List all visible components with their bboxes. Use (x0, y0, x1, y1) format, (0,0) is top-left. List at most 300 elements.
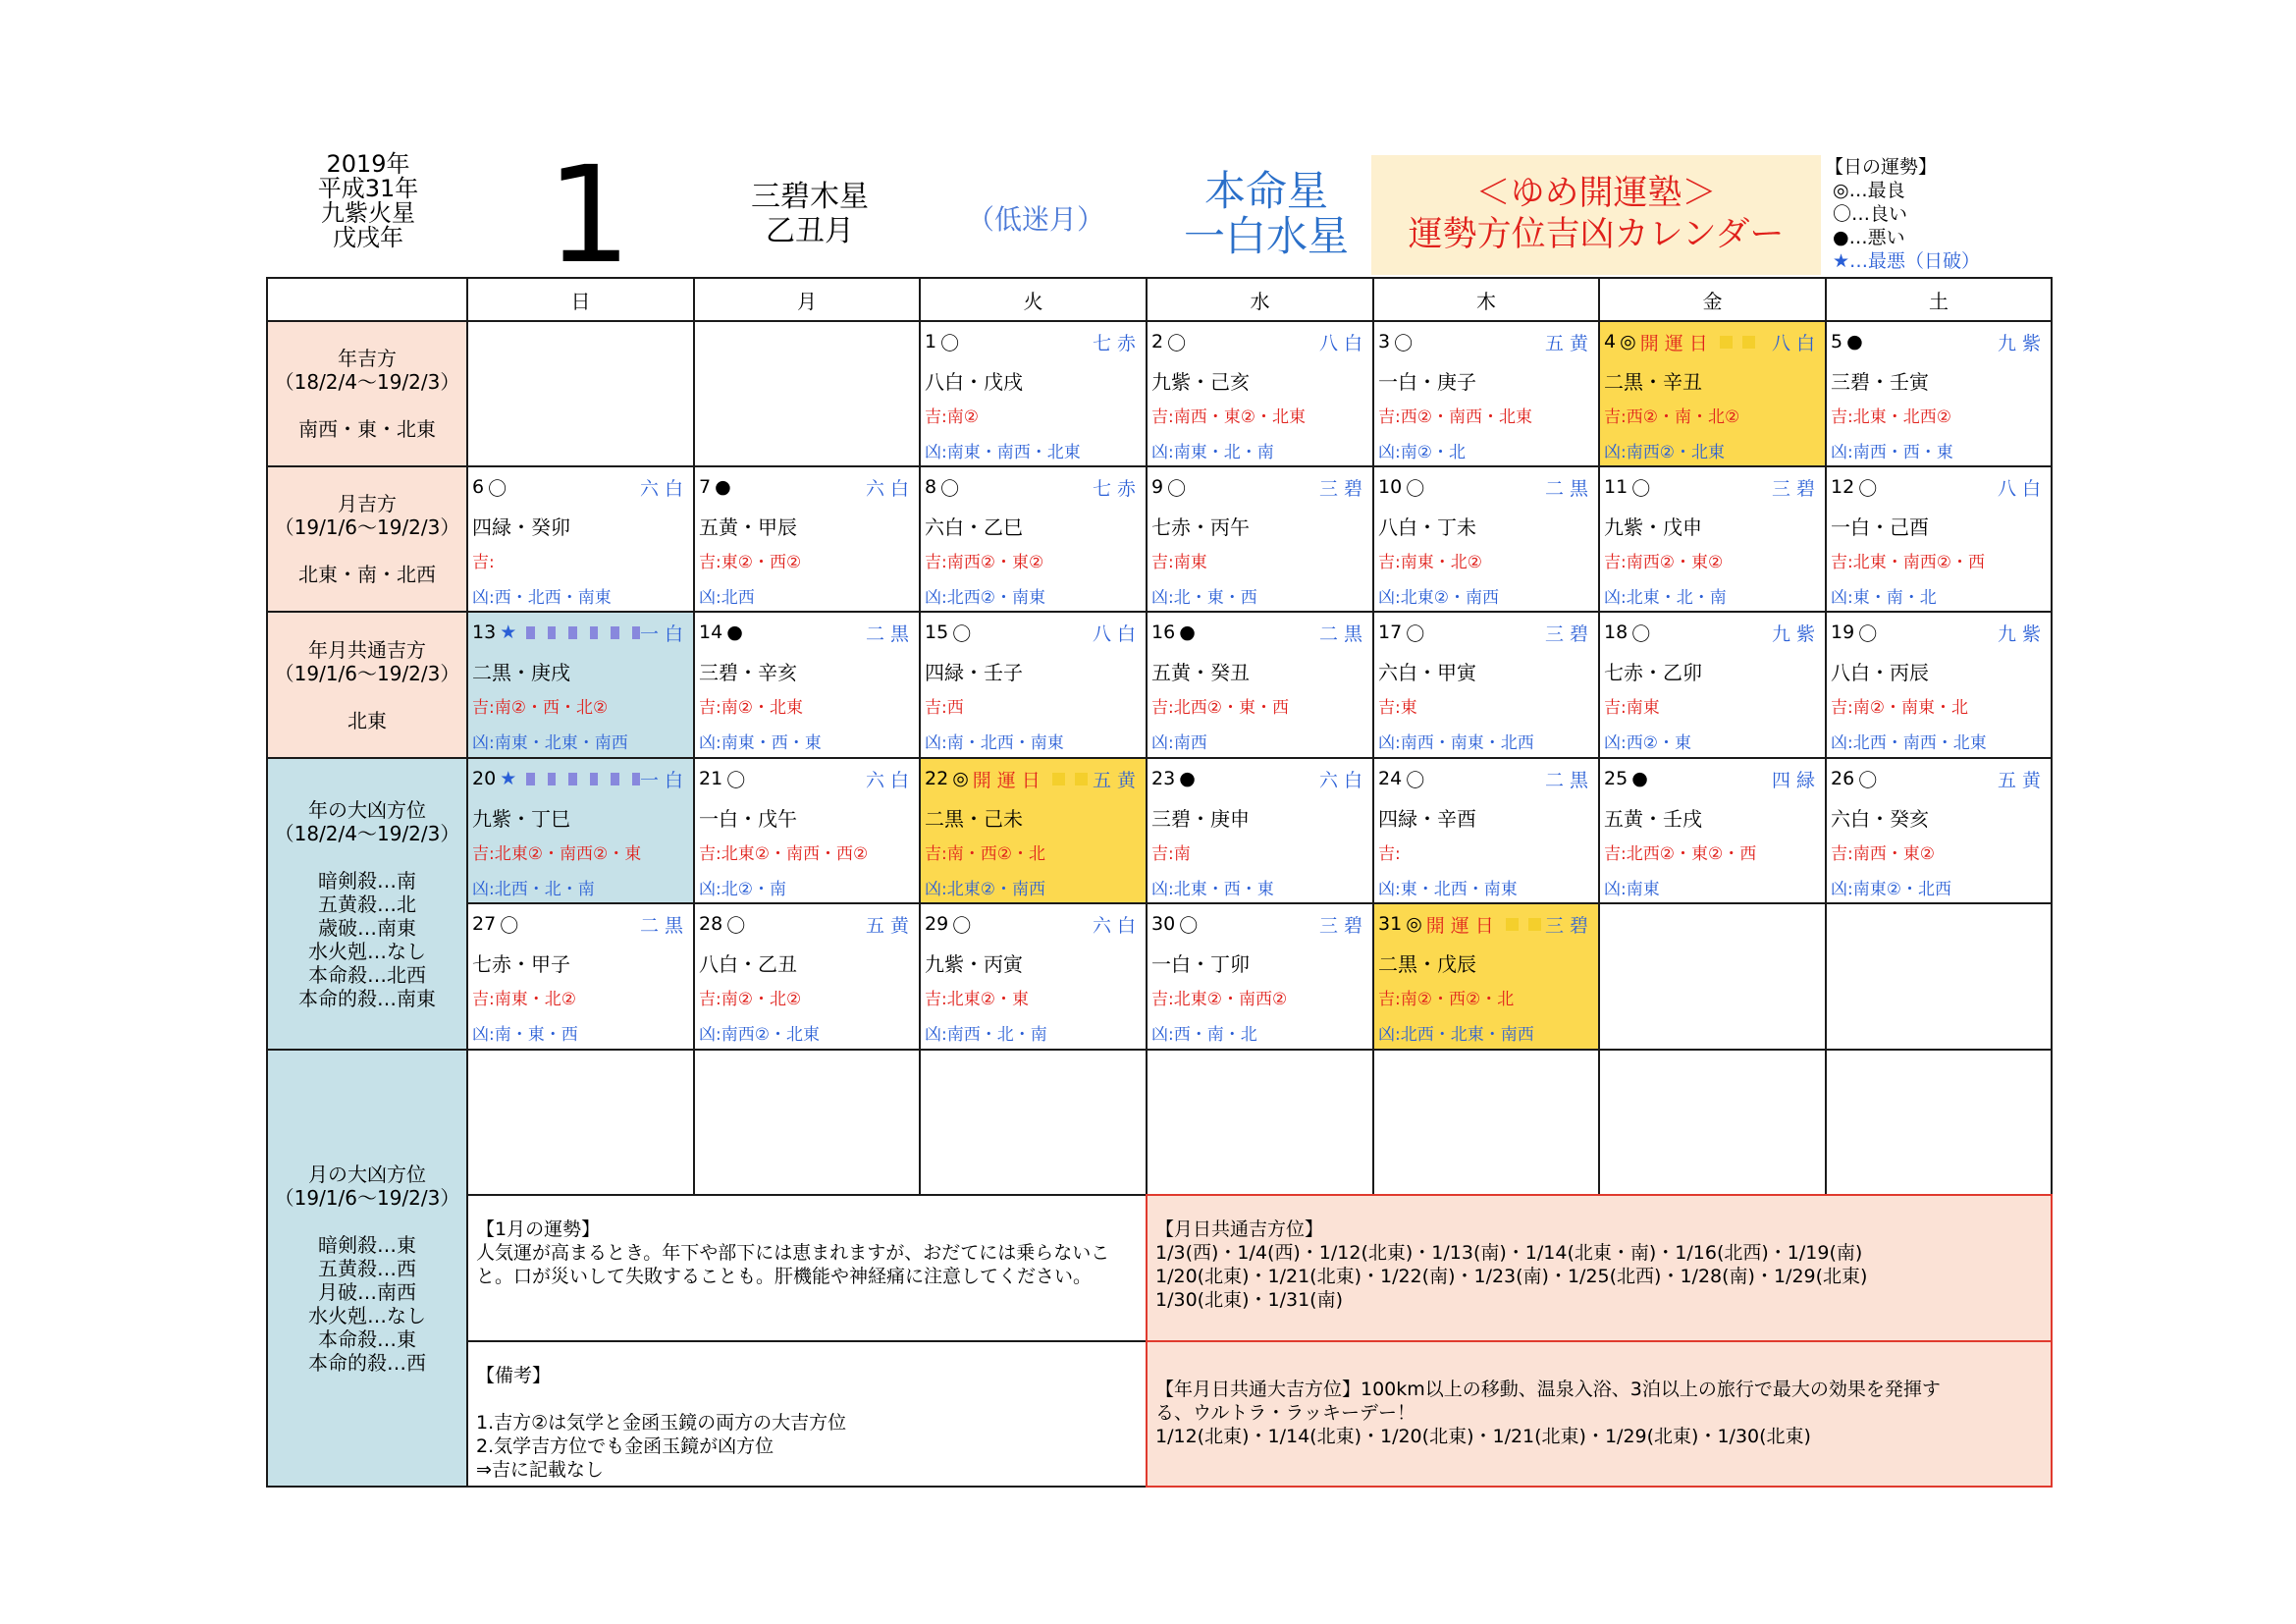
worst-day-square (611, 773, 618, 785)
day-header (1151, 911, 1368, 937)
fortune-mark: 〇 (1167, 332, 1187, 354)
day-cell (1598, 320, 1827, 467)
day-number: 18 (1604, 622, 1629, 643)
unlucky-directions: 凶:西・南・北 (1151, 1025, 1257, 1045)
day-number: 7 (699, 476, 712, 498)
legend-worst: ★…最悪（日破） (1833, 250, 1981, 272)
worst-day-square (590, 773, 598, 785)
unlucky-directions: 凶:南②・北 (1378, 443, 1466, 462)
day-number: 9 (1151, 476, 1164, 498)
day-star: 五黄 (865, 914, 915, 937)
unlucky-directions: 凶:北東・北・南 (1604, 588, 1727, 608)
unlucky-directions: 凶:南東・西・東 (699, 733, 822, 753)
side-label-line: 月の大凶方位 (308, 1162, 426, 1186)
day-star: 八白 (1997, 477, 2047, 500)
month-type: （低迷月） (966, 203, 1104, 236)
highlight-square (1528, 918, 1541, 931)
day-eto: 七赤・乙卯 (1604, 661, 1702, 684)
empty-day-cell (693, 1049, 921, 1196)
month-number: 1 (546, 138, 632, 294)
weekday-header: 火 (919, 277, 1148, 322)
day-star: 三碧 (1544, 914, 1594, 937)
ultra-lucky-line: 【年月日共通大吉方位】100km以上の移動、温泉入浴、3泊以上の旅行で最大の効果を発揮す (1155, 1379, 1941, 1400)
day-eto: 八白・丁未 (1378, 515, 1476, 539)
highlight-square (1506, 918, 1519, 931)
fortune-mark: 〇 (1406, 769, 1425, 791)
day-eto: 八白・丙辰 (1831, 661, 1929, 684)
unlucky-directions: 凶:西②・東 (1604, 733, 1691, 753)
day-header (1378, 474, 1594, 500)
fortune-mark: ◎ (1620, 331, 1636, 352)
day-number: 31 (1378, 913, 1403, 935)
day-header (699, 474, 915, 500)
fortune-mark: ★ (500, 622, 517, 643)
day-header (1604, 766, 1821, 791)
lucky-directions: 吉: (472, 553, 495, 572)
lucky-directions: 吉:南・西②・北 (925, 844, 1045, 864)
day-eto: 一白・己酉 (1831, 515, 1929, 539)
side-label-line (268, 394, 466, 417)
day-number: 22 (925, 768, 949, 789)
day-cell (693, 757, 921, 904)
honmei-value: 一白水星 (1183, 212, 1349, 260)
day-header (1831, 620, 2047, 645)
era-line: 平成31年 (317, 175, 419, 202)
day-header (925, 766, 1142, 791)
unlucky-directions: 凶:西・北西・南東 (472, 588, 612, 608)
day-star: 二黒 (1544, 477, 1594, 500)
worst-day-square (548, 626, 556, 639)
day-number: 25 (1604, 768, 1629, 789)
worst-day-square (568, 626, 576, 639)
day-star: 六白 (1318, 769, 1368, 791)
side-label-line: （18/2/4～19/2/3） (274, 821, 460, 845)
day-star: 六白 (865, 769, 915, 791)
day-cell (919, 757, 1148, 904)
day-number: 14 (699, 622, 723, 643)
empty-day-cell (693, 320, 921, 467)
ultra-lucky-line: る、ウルトラ・ラッキーデー！ (1155, 1402, 1416, 1424)
day-star: 三碧 (1318, 914, 1368, 937)
day-star: 七赤 (1092, 477, 1142, 500)
unlucky-directions: 凶:南・東・西 (472, 1025, 578, 1045)
fortune-mark: 〇 (1406, 477, 1425, 500)
side-label-line: 水火剋…なし (308, 939, 426, 963)
day-cell (919, 465, 1148, 613)
notes-line: ⇒吉に記載なし (476, 1459, 604, 1481)
day-cell (1372, 902, 1600, 1051)
fortune-mark: 〇 (500, 914, 519, 937)
fortune-mark: ● (726, 622, 743, 643)
day-number: 3 (1378, 331, 1391, 352)
lucky-directions: 吉:南 (1151, 844, 1191, 864)
side-label (266, 757, 468, 1051)
fortune-mark: 〇 (1631, 623, 1651, 645)
lucky-directions: 吉:北東②・東 (925, 990, 1029, 1009)
side-label-line: 年の大凶方位 (308, 797, 426, 822)
day-header (925, 620, 1142, 645)
day-eto: 一白・丁卯 (1151, 952, 1250, 976)
fortune-mark: 〇 (1406, 623, 1425, 645)
weekday-header: 水 (1146, 277, 1374, 322)
unlucky-directions: 凶:南西②・北東 (699, 1025, 820, 1045)
lucky-directions: 吉:南東・北② (1378, 553, 1482, 572)
day-eto: 一白・庚子 (1378, 370, 1476, 394)
side-label-line: （19/1/6～19/2/3） (274, 661, 460, 685)
fortune-mark: 〇 (952, 623, 972, 645)
common-lucky-line: 1/30(北東)・1/31(南) (1155, 1289, 1343, 1311)
day-number: 27 (472, 913, 497, 935)
ultra-lucky-line: 1/12(北東)・1/14(北東)・1/20(北東)・1/21(北東)・1/29(北東)・1/30(北東) (1155, 1426, 1811, 1447)
notes-box (466, 1340, 1148, 1488)
day-cell (1825, 465, 2053, 613)
side-label-line: （19/1/6～19/2/3） (274, 1185, 460, 1210)
empty-day-cell (1825, 1049, 2053, 1196)
unlucky-directions: 凶:北西②・南東 (925, 588, 1045, 608)
day-header (1831, 329, 2047, 354)
day-star: 三碧 (1771, 477, 1821, 500)
fortune-mark: 〇 (488, 477, 507, 500)
lucky-directions: 吉:西②・南・北② (1604, 407, 1740, 427)
day-star: 一白 (639, 623, 689, 645)
year-star-line: 九紫火星 (321, 199, 415, 227)
day-cell (466, 902, 695, 1051)
fortune-mark: 〇 (952, 914, 972, 937)
day-number: 2 (1151, 331, 1164, 352)
side-label-line: 本命殺…東 (318, 1326, 416, 1351)
empty-day-cell (1372, 1049, 1600, 1196)
day-header (1378, 329, 1594, 354)
unlucky-directions: 凶:南西・北・南 (925, 1025, 1047, 1045)
day-eto: 八白・戊戌 (925, 370, 1023, 394)
lucky-directions: 吉:南東 (1604, 698, 1660, 718)
worst-day-square (526, 773, 534, 785)
worst-day-square (548, 773, 556, 785)
day-number: 6 (472, 476, 485, 498)
day-header (1378, 911, 1594, 937)
lucky-directions: 吉:南東 (1151, 553, 1207, 572)
side-label (266, 465, 468, 613)
day-header (1151, 474, 1368, 500)
lucky-directions: 吉:南②・西②・北 (1378, 990, 1515, 1009)
unlucky-directions: 凶:北西・北東・南西 (1378, 1025, 1534, 1045)
day-eto: 九紫・戊申 (1604, 515, 1702, 539)
side-label-line: 五黄殺…西 (318, 1256, 416, 1280)
unlucky-directions: 凶:北東・西・東 (1151, 880, 1274, 899)
day-number: 29 (925, 913, 949, 935)
monthly-fortune-box (466, 1194, 1148, 1342)
notes-line: 2.気学吉方位でも金函玉鏡が凶方位 (476, 1435, 774, 1457)
lucky-directions: 吉:東 (1378, 698, 1417, 718)
day-star: 九紫 (1997, 623, 2047, 645)
day-star: 六白 (1092, 914, 1142, 937)
legend (1825, 155, 2009, 273)
day-cell (1598, 611, 1827, 759)
empty-day-cell (1146, 1049, 1374, 1196)
highlight-square (1720, 336, 1733, 349)
day-eto: 九紫・丙寅 (925, 952, 1023, 976)
day-eto: 五黄・甲辰 (699, 515, 797, 539)
unlucky-directions: 凶:北②・南 (699, 880, 786, 899)
day-header (699, 620, 915, 645)
empty-day-cell (466, 1049, 695, 1196)
ultra-lucky-box (1146, 1340, 2053, 1488)
day-star: 四緑 (1771, 769, 1821, 791)
side-label-line: 南西・東・北東 (298, 417, 436, 441)
day-number: 8 (925, 476, 937, 498)
day-header (1151, 620, 1368, 645)
title-line-2: 運勢方位吉凶カレンダー (1408, 215, 1785, 254)
unlucky-directions: 凶:南西・西・東 (1831, 443, 1953, 462)
side-label-line: 歳破…南東 (318, 915, 416, 940)
day-header (925, 474, 1142, 500)
empty-day-cell (1825, 902, 2053, 1051)
unlucky-directions: 凶:南東②・北西 (1831, 880, 1951, 899)
lucky-day-badge: 開運日 (1425, 914, 1500, 937)
day-header (1151, 766, 1368, 791)
day-eto: 一白・戊午 (699, 807, 797, 831)
day-cell (1825, 757, 2053, 904)
day-eto: 二黒・己未 (925, 807, 1023, 831)
unlucky-directions: 凶:南東・南西・北東 (925, 443, 1081, 462)
lucky-directions: 吉:南西・東②・北東 (1151, 407, 1306, 427)
worst-day-square (526, 626, 534, 639)
side-label-line: 暗剣殺…南 (318, 868, 416, 893)
monthly-fortune-text: 人気運が高まるとき。年下や部下には恵まれますが、おだてには乗らないこと。口が災いして失敗することも。肝機能や神経痛に注意してください。 (476, 1242, 1110, 1287)
day-eto: 二黒・戊辰 (1378, 952, 1476, 976)
common-lucky-line: 1/20(北東)・1/21(北東)・1/22(南)・1/23(南)・1/25(北西)・1/28(南)・1/29(北東) (1155, 1266, 1868, 1287)
day-eto: 六白・甲寅 (1378, 661, 1476, 684)
day-header (1604, 329, 1821, 354)
day-star: 二黒 (1318, 623, 1368, 645)
title-line-1: ＜ゆめ開運塾＞ (1475, 174, 1717, 213)
month-eto-line: 乙丑月 (766, 214, 854, 248)
day-cell (1146, 902, 1374, 1051)
monthly-fortune-title: 【1月の運勢】 (476, 1218, 601, 1240)
notes-line (476, 1387, 1138, 1411)
month-star (721, 180, 898, 248)
empty-day-cell (1598, 1049, 1827, 1196)
year-eto-line: 戊戌年 (333, 224, 403, 251)
day-cell (1372, 757, 1600, 904)
side-label-line: 本命的殺…南東 (298, 986, 436, 1010)
side-label-line (268, 1210, 466, 1233)
day-header (699, 911, 915, 937)
month-star-line: 三碧木星 (751, 180, 869, 214)
weekday-header: 土 (1825, 277, 2053, 322)
day-eto: 二黒・庚戌 (472, 661, 570, 684)
lucky-directions: 吉:南②・北② (699, 990, 802, 1009)
weekday-header: 月 (693, 277, 921, 322)
lucky-directions: 吉:北東②・南西・西② (699, 844, 869, 864)
side-label-line: 年月共通吉方 (308, 637, 426, 662)
lucky-directions: 吉:南西・東② (1831, 844, 1935, 864)
day-number: 23 (1151, 768, 1176, 789)
lucky-directions: 吉:北西②・東・西 (1151, 698, 1289, 718)
unlucky-directions: 凶:北東②・南西 (1378, 588, 1499, 608)
day-star: 五黄 (1092, 769, 1142, 791)
day-cell (919, 902, 1148, 1051)
lucky-directions: 吉:北西②・東②・西 (1604, 844, 1757, 864)
day-star: 三碧 (1318, 477, 1368, 500)
day-cell (1372, 465, 1600, 613)
day-cell (1825, 611, 2053, 759)
fortune-mark: 〇 (1167, 477, 1187, 500)
day-star: 一白 (639, 769, 689, 791)
unlucky-directions: 凶:南・北西・南東 (925, 733, 1064, 753)
unlucky-directions: 凶:北西 (699, 588, 755, 608)
weekday-header: 木 (1372, 277, 1600, 322)
day-header (472, 911, 689, 937)
common-lucky-line: 1/3(西)・1/4(西)・1/12(北東)・1/13(南)・1/14(北東・南)・1/16(北西)・1/19(南) (1155, 1242, 1863, 1264)
lucky-directions: 吉:南東・北② (472, 990, 576, 1009)
worst-day-square (632, 626, 640, 639)
day-star: 二黒 (1544, 769, 1594, 791)
honmei-label: 本命星 (1203, 167, 1328, 215)
fortune-mark: ● (1631, 768, 1648, 789)
day-eto: 五黄・壬戌 (1604, 807, 1702, 831)
fortune-mark: 〇 (1858, 623, 1878, 645)
side-label-line: 五黄殺…北 (318, 892, 416, 916)
worst-day-square (590, 626, 598, 639)
day-number: 15 (925, 622, 949, 643)
legend-bad: ●…悪い (1833, 227, 1905, 248)
day-number: 13 (472, 622, 497, 643)
side-label-line: 北東 (347, 708, 387, 732)
unlucky-directions: 凶:南東・北・南 (1151, 443, 1274, 462)
day-star: 三碧 (1544, 623, 1594, 645)
side-label (266, 1049, 468, 1488)
day-eto: 九紫・己亥 (1151, 370, 1250, 394)
fortune-mark: ◎ (1406, 913, 1422, 935)
lucky-day-badge: 開運日 (972, 769, 1046, 791)
day-number: 5 (1831, 331, 1843, 352)
day-eto: 六白・癸亥 (1831, 807, 1929, 831)
day-cell (466, 611, 695, 759)
day-eto: 二黒・辛丑 (1604, 370, 1702, 394)
day-header (1378, 766, 1594, 791)
unlucky-directions: 凶:北西・南西・北東 (1831, 733, 1987, 753)
side-label-line: 北東・南・北西 (298, 563, 436, 586)
empty-day-cell (1598, 902, 1827, 1051)
lucky-directions: 吉:西 (925, 698, 964, 718)
fortune-mark: 〇 (1858, 477, 1878, 500)
day-cell (1372, 320, 1600, 467)
day-eto: 七赤・丙午 (1151, 515, 1250, 539)
fortune-mark: 〇 (1394, 332, 1414, 354)
day-cell (919, 611, 1148, 759)
side-label-line: 水火剋…なし (308, 1303, 426, 1327)
fortune-mark: 〇 (940, 477, 960, 500)
day-header (472, 620, 689, 645)
fortune-mark: ● (1846, 331, 1863, 352)
day-number: 20 (472, 768, 497, 789)
day-number: 24 (1378, 768, 1403, 789)
day-number: 21 (699, 768, 723, 789)
side-label-line (268, 539, 466, 563)
day-star: 七赤 (1092, 332, 1142, 354)
lucky-day-badge: 開運日 (1639, 332, 1714, 354)
day-eto: 三碧・壬寅 (1831, 370, 1929, 394)
lucky-directions: 吉:南西②・東② (925, 553, 1044, 572)
day-star: 八白 (1318, 332, 1368, 354)
fortune-mark: ● (715, 476, 731, 498)
day-header (1151, 329, 1368, 354)
side-label-line: 月吉方 (338, 492, 397, 515)
day-eto: 四緑・辛酉 (1378, 807, 1476, 831)
day-number: 30 (1151, 913, 1176, 935)
day-eto: 六白・乙巳 (925, 515, 1023, 539)
worst-day-square (632, 773, 640, 785)
day-number: 26 (1831, 768, 1855, 789)
lucky-directions: 吉:南②・南東・北 (1831, 698, 1968, 718)
day-header (1604, 620, 1821, 645)
day-eto: 七赤・甲子 (472, 952, 570, 976)
day-header (1831, 766, 2047, 791)
day-cell (1146, 465, 1374, 613)
fortune-mark: ● (1179, 768, 1196, 789)
lucky-directions: 吉:東②・西② (699, 553, 802, 572)
legend-good: 〇…良い (1833, 203, 1908, 225)
day-eto: 五黄・癸丑 (1151, 661, 1250, 684)
corner-cell (266, 277, 468, 322)
day-number: 16 (1151, 622, 1176, 643)
day-star: 六白 (639, 477, 689, 500)
day-header (1831, 474, 2047, 500)
day-cell (1598, 757, 1827, 904)
day-header (699, 766, 915, 791)
unlucky-directions: 凶:南西・南東・北西 (1378, 733, 1534, 753)
side-label-line (268, 845, 466, 869)
day-cell (1825, 320, 2053, 467)
lucky-directions: 吉:北東・北西② (1831, 407, 1951, 427)
day-number: 1 (925, 331, 937, 352)
day-star: 八白 (1092, 623, 1142, 645)
day-header (1378, 620, 1594, 645)
unlucky-directions: 凶:南東 (1604, 880, 1660, 899)
lucky-directions: 吉:南② (925, 407, 979, 427)
side-label-line: 暗剣殺…東 (318, 1232, 416, 1257)
day-cell (1146, 611, 1374, 759)
unlucky-directions: 凶:東・北西・南東 (1378, 880, 1518, 899)
common-lucky-box (1146, 1194, 2053, 1342)
day-header (472, 474, 689, 500)
fortune-mark: ★ (500, 768, 517, 789)
day-header (925, 911, 1142, 937)
calendar-title (1371, 155, 1821, 275)
fortune-mark: 〇 (940, 332, 960, 354)
day-cell (1146, 320, 1374, 467)
worst-day-square (568, 773, 576, 785)
day-number: 11 (1604, 476, 1629, 498)
day-number: 17 (1378, 622, 1403, 643)
day-cell (1146, 757, 1374, 904)
side-label (266, 320, 468, 467)
weekday-header: 金 (1598, 277, 1827, 322)
lucky-directions: 吉:北東・南西②・西 (1831, 553, 1985, 572)
side-label-line: （19/1/6～19/2/3） (274, 515, 460, 539)
empty-day-cell (466, 320, 695, 467)
worst-day-square (611, 626, 618, 639)
fortune-mark: 〇 (1631, 477, 1651, 500)
fortune-mark: 〇 (1179, 914, 1199, 937)
day-star: 二黒 (865, 623, 915, 645)
honmei-star (1163, 169, 1369, 259)
lucky-directions: 吉:南②・西・北② (472, 698, 609, 718)
side-label-line (268, 685, 466, 709)
day-header (472, 766, 689, 791)
notes-title: 【備考】 (476, 1365, 552, 1386)
